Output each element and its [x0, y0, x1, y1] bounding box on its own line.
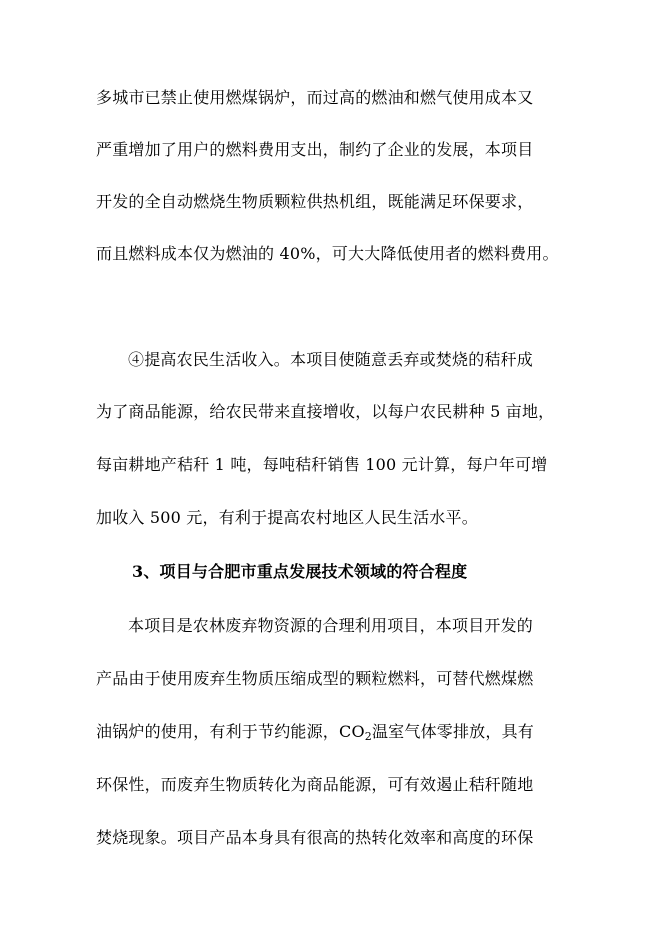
paragraph1-line2: 严重增加了用户的燃料费用支出，制约了企业的发展，本项目 [96, 140, 534, 159]
paragraph3-line2: 产品由于使用废弃生物质压缩成型的颗粒燃料，可替代燃煤燃 [96, 669, 534, 688]
paragraph3-line4: 环保性，而废弃生物质转化为商品能源，可有效遏止秸秆随地 [96, 775, 534, 794]
paragraph2-line2: 为了商品能源，给农民带来直接增收，以每户农民耕种 5 亩地， [96, 402, 555, 421]
paragraph3-line3 [96, 722, 534, 742]
paragraph3-line3-after: 温室气体零排放，具有 [371, 722, 534, 741]
paragraph1-line3: 开发的全自动燃烧生物质颗粒供热机组，既能满足环保要求， [96, 192, 534, 211]
paragraph3-line3-before: 油锅炉的使用，有利于节约能源，CO [96, 722, 365, 741]
paragraph2-line3: 每亩耕地产秸秆 1 吨，每吨秸秆销售 100 元计算，每户年可增 [96, 455, 548, 474]
paragraph2-line1: ④提高农民生活收入。本项目使随意丢弃或焚烧的秸秆成 [128, 350, 534, 369]
co2-subscript: 2 [364, 730, 372, 743]
paragraph3-line1: 本项目是农林废弃物资源的合理利用项目，本项目开发的 [128, 616, 534, 635]
paragraph1-line4: 而且燃料成本仅为燃油的 40%，可大大降低使用者的燃料费用。 [96, 244, 559, 263]
paragraph3-line5: 焚烧现象。项目产品本身具有很高的热转化效率和高度的环保 [96, 828, 534, 847]
paragraph2-line4: 加收入 500 元，有利于提高农村地区人民生活水平。 [96, 508, 478, 527]
paragraph1-line1: 多城市已禁止使用燃煤锅炉，而过高的燃油和燃气使用成本又 [96, 88, 534, 107]
section-heading: 3、项目与合肥市重点发展技术领域的符合程度 [132, 562, 468, 581]
